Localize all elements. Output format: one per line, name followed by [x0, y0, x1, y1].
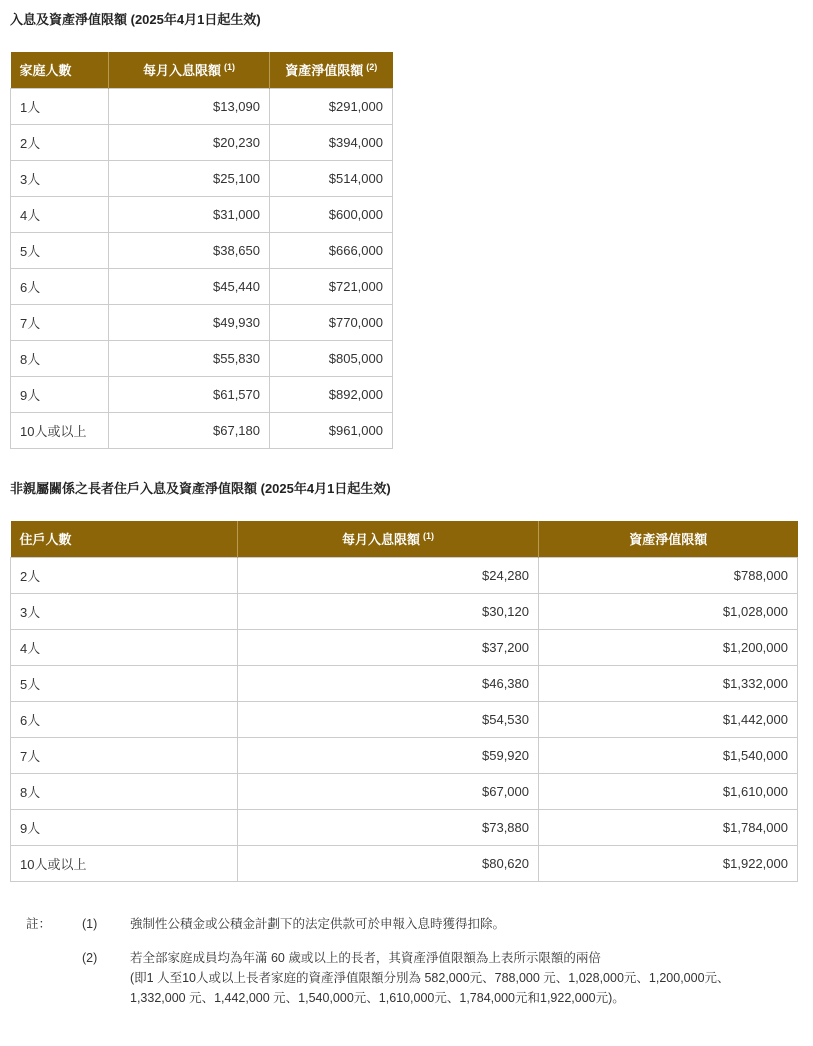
- elderly-non-kin-limits-table: [10, 521, 798, 882]
- table-header-row: [11, 52, 393, 88]
- income-limit-cell: $37,200: [238, 629, 539, 665]
- asset-limit-cell: $291,000: [270, 88, 393, 124]
- income-asset-limits-table: [10, 52, 393, 449]
- household-size-cell: 5人: [11, 665, 238, 701]
- table-row: [11, 160, 393, 196]
- table-row: [11, 304, 393, 340]
- table-row: [11, 376, 393, 412]
- asset-limit-cell: $805,000: [270, 340, 393, 376]
- table-row: [11, 340, 393, 376]
- household-size-cell: 7人: [11, 304, 109, 340]
- asset-limit-cell: $892,000: [270, 376, 393, 412]
- table-row: [11, 737, 798, 773]
- table-header-row: [11, 521, 798, 557]
- household-size-cell: 10人或以上: [11, 412, 109, 448]
- income-limit-cell: $67,000: [238, 773, 539, 809]
- table-row: [11, 268, 393, 304]
- asset-limit-cell: $721,000: [270, 268, 393, 304]
- household-size-cell: 4人: [11, 196, 109, 232]
- income-limit-cell: $80,620: [238, 845, 539, 881]
- income-limit-cell: $46,380: [238, 665, 539, 701]
- column-header-asset-limit: 資產淨值限額 $^{(2)}$: [270, 52, 393, 88]
- table-row: [11, 593, 798, 629]
- note-text: 若全部家庭成員均為年滿 60 歲或以上的長者，其資產淨值限額為上表所示限額的兩倍: [130, 951, 601, 965]
- note-text: 1,332,000 元、1,442,000 元、1,540,000元、1,610,000元、1,784,000元和1,922,000元)。: [130, 991, 625, 1005]
- table-row: [11, 232, 393, 268]
- income-limit-cell: $59,920: [238, 737, 539, 773]
- household-size-cell: 8人: [11, 773, 238, 809]
- asset-limit-cell: $1,028,000: [539, 593, 798, 629]
- note-text: (即1 人至10人或以上長者家庭的資產淨值限額分別為 582,000元、788,000 元、1,028,000元、1,200,000元、: [130, 971, 730, 985]
- notes-label: 註：: [26, 917, 52, 931]
- income-limit-cell: $54,530: [238, 701, 539, 737]
- table-row: [11, 773, 798, 809]
- table-row: [11, 196, 393, 232]
- household-size-cell: 5人: [11, 232, 109, 268]
- household-size-cell: 9人: [11, 809, 238, 845]
- note-number: (1): [82, 917, 98, 931]
- asset-limit-cell: $514,000: [270, 160, 393, 196]
- household-size-cell: 6人: [11, 701, 238, 737]
- income-limit-cell: $61,570: [109, 376, 270, 412]
- household-size-cell: 7人: [11, 737, 238, 773]
- household-size-cell: 8人: [11, 340, 109, 376]
- asset-limit-cell: $961,000: [270, 412, 393, 448]
- note-number: (2): [82, 951, 98, 965]
- asset-limit-cell: $1,610,000: [539, 773, 798, 809]
- income-limit-cell: $49,930: [109, 304, 270, 340]
- income-limit-cell: $25,100: [109, 160, 270, 196]
- asset-limit-cell: $1,200,000: [539, 629, 798, 665]
- household-size-cell: 4人: [11, 629, 238, 665]
- asset-limit-cell: $1,332,000: [539, 665, 798, 701]
- footnote-ref: (1): [423, 531, 434, 542]
- footnote-ref: (2): [366, 62, 378, 73]
- footnote-ref: (1): [224, 62, 235, 73]
- table-row: [11, 412, 393, 448]
- table-row: [11, 629, 798, 665]
- column-header-monthly-income-limit: 每月入息限額 $^{(1)}$: [238, 521, 539, 557]
- asset-limit-cell: $666,000: [270, 232, 393, 268]
- table-row: [11, 557, 798, 593]
- asset-limit-cell: $1,540,000: [539, 737, 798, 773]
- asset-limit-cell: $1,922,000: [539, 845, 798, 881]
- household-size-cell: 3人: [11, 160, 109, 196]
- income-limit-cell: $38,650: [109, 232, 270, 268]
- table-row: [11, 701, 798, 737]
- table-row: [11, 665, 798, 701]
- column-header-monthly-income-limit: 每月入息限額 $^{(1)}$: [109, 52, 270, 88]
- household-size-cell: 9人: [11, 376, 109, 412]
- asset-limit-cell: $600,000: [270, 196, 393, 232]
- asset-limit-cell: $788,000: [539, 557, 798, 593]
- income-limit-cell: $31,000: [109, 196, 270, 232]
- income-limit-cell: $67,180: [109, 412, 270, 448]
- income-limit-cell: $24,280: [238, 557, 539, 593]
- household-size-cell: 1人: [11, 88, 109, 124]
- asset-limit-cell: $1,784,000: [539, 809, 798, 845]
- column-header-asset-limit: 資產淨值限額: [539, 521, 798, 557]
- household-size-cell: 10人或以上: [11, 845, 238, 881]
- income-limit-cell: $45,440: [109, 268, 270, 304]
- table-row: [11, 124, 393, 160]
- income-limit-cell: $30,120: [238, 593, 539, 629]
- income-limit-cell: $20,230: [109, 124, 270, 160]
- column-header-household-size: 家庭人數: [11, 52, 109, 88]
- note-text: 強制性公積金或公積金計劃下的法定供款可於申報入息時獲得扣除。: [130, 917, 506, 931]
- household-size-cell: 6人: [11, 268, 109, 304]
- income-limit-cell: $13,090: [109, 88, 270, 124]
- table2-title: 非親屬關係之長者住戶入息及資產淨值限額 (2025年4月1日起生效): [10, 481, 391, 496]
- asset-limit-cell: $770,000: [270, 304, 393, 340]
- table-row: [11, 809, 798, 845]
- asset-limit-cell: $1,442,000: [539, 701, 798, 737]
- household-size-cell: 3人: [11, 593, 238, 629]
- income-limit-cell: $55,830: [109, 340, 270, 376]
- table-row: [11, 845, 798, 881]
- household-size-cell: 2人: [11, 557, 238, 593]
- column-header-household-size: 住戶人數: [11, 521, 238, 557]
- table1-title: 入息及資產淨值限額 (2025年4月1日起生效): [10, 12, 261, 27]
- asset-limit-cell: $394,000: [270, 124, 393, 160]
- household-size-cell: 2人: [11, 124, 109, 160]
- income-limit-cell: $73,880: [238, 809, 539, 845]
- table-row: [11, 88, 393, 124]
